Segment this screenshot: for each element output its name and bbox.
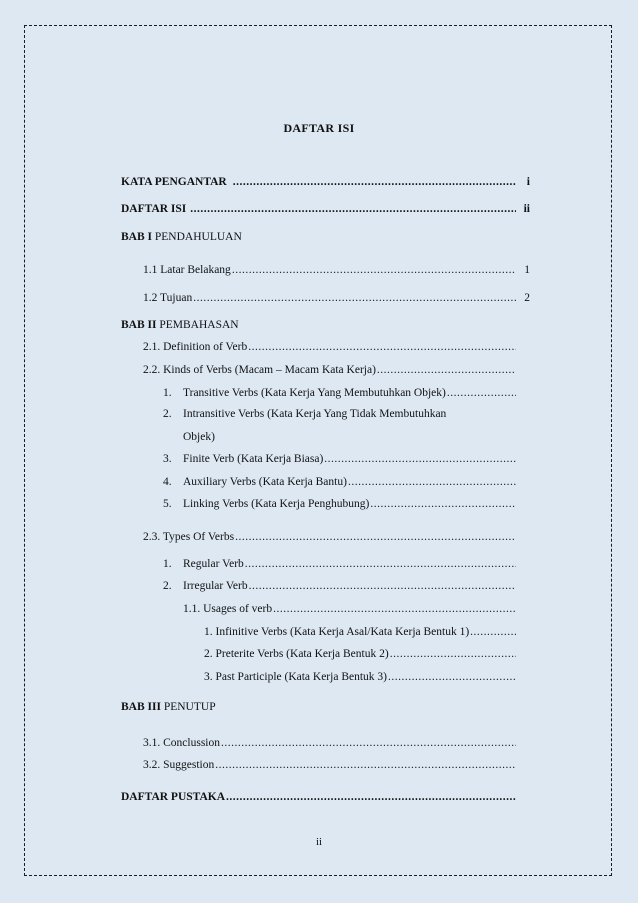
toc-entry-daftar-isi[interactable] (121, 202, 530, 216)
toc-chapter-title: PENDAHULUAN (154, 231, 242, 243)
toc-heading-bab-1[interactable] (121, 231, 242, 243)
toc-entry-linking[interactable] (163, 497, 516, 511)
toc-leader (226, 790, 516, 804)
toc-entry-regular[interactable] (163, 557, 516, 571)
toc-entry-conclussion[interactable] (143, 736, 516, 750)
toc-chapter-number: BAB III (121, 701, 161, 713)
toc-label: 1.2 Tujuan (143, 292, 193, 304)
toc-entry-kata-pengantar[interactable] (121, 175, 530, 189)
toc-leader (273, 602, 516, 616)
toc-label: 1.1 Latar Belakang (143, 264, 231, 276)
toc-entry-tujuan[interactable] (143, 291, 530, 305)
toc-leader (370, 497, 516, 511)
toc-leader (447, 386, 516, 400)
page-number: ii (315, 836, 323, 848)
toc-leader (190, 202, 516, 216)
page-title: DAFTAR ISI (283, 121, 355, 135)
toc-chapter-title: PENUTUP (163, 701, 216, 713)
toc-leader (245, 557, 516, 571)
toc-leader (377, 363, 516, 377)
toc-leader (348, 475, 516, 489)
toc-heading-bab-2[interactable] (121, 319, 239, 331)
toc-leader (215, 758, 516, 772)
toc-leader (233, 175, 516, 189)
toc-entry-irregular[interactable] (163, 579, 516, 593)
toc-label: 1. Transitive Verbs (Kata Kerja Yang Membutuhkan Objek) (163, 387, 446, 399)
toc-entry-transitive[interactable] (163, 386, 516, 400)
toc-leader (249, 579, 516, 593)
toc-page: 1 (524, 264, 530, 276)
toc-label: 4. Auxiliary Verbs (Kata Kerja Bantu) (163, 476, 347, 488)
toc-entry-preterite[interactable] (204, 647, 516, 661)
toc-label: 3.2. Suggestion (143, 759, 215, 771)
toc-entry-auxiliary[interactable] (163, 475, 516, 489)
toc-entry-intransitive-cont (183, 431, 215, 443)
toc-label: DAFTAR PUSTAKA (121, 791, 226, 803)
toc-label: 2.3. Types Of Verbs (143, 531, 235, 543)
toc-label: 2. Preterite Verbs (Kata Kerja Bentuk 2) (204, 648, 389, 660)
toc-leader (388, 670, 516, 684)
toc-entry-intransitive[interactable]: 2. Intransitive Verbs (Kata Kerja Yang Tidak Membutuhkan (163, 408, 447, 420)
toc-chapter-number: BAB II (121, 319, 157, 331)
toc-chapter-number: BAB I (121, 231, 152, 243)
toc-leader (235, 530, 516, 544)
toc-label: 2.2. Kinds of Verbs (Macam – Macam Kata Kerja) (143, 364, 376, 376)
toc-leader (390, 647, 516, 661)
toc-label: 1.1. Usages of verb (183, 603, 273, 615)
toc-label: KATA PENGANTAR (121, 176, 227, 188)
toc-label: 2. Irregular Verb (163, 580, 248, 592)
toc-label: 1. Infinitive Verbs (Kata Kerja Asal/Kata Kerja Bentuk 1) (204, 626, 470, 638)
toc-leader (324, 452, 516, 466)
toc-entry-suggestion[interactable] (143, 758, 516, 772)
toc-page: i (526, 176, 530, 188)
toc-entry-definition[interactable] (143, 340, 516, 354)
toc-label: 1. Regular Verb (163, 558, 244, 570)
toc-label: Objek) (183, 431, 215, 443)
toc-entry-past-participle[interactable] (204, 670, 516, 684)
toc-leader (248, 340, 516, 354)
toc-entry-infinitive[interactable] (204, 625, 516, 639)
toc-label: 3. Past Participle (Kata Kerja Bentuk 3) (204, 671, 387, 683)
toc-entry-daftar-pustaka[interactable] (121, 790, 516, 804)
toc-entry-usages[interactable] (183, 602, 516, 616)
toc-leader (232, 263, 516, 277)
toc-leader (221, 736, 516, 750)
toc-chapter-title: PEMBAHASAN (159, 319, 239, 331)
toc-heading-bab-3[interactable] (121, 701, 216, 713)
toc-entry-finite[interactable] (163, 452, 516, 466)
toc-entry-kinds[interactable] (143, 363, 516, 377)
toc-label: 3. Finite Verb (Kata Kerja Biasa) (163, 453, 324, 465)
toc-leader (470, 625, 516, 639)
toc-label: DAFTAR ISI (121, 203, 187, 215)
toc-page: 2 (524, 292, 530, 304)
toc-entry-latar-belakang[interactable] (143, 263, 530, 277)
toc-label: 5. Linking Verbs (Kata Kerja Penghubung) (163, 498, 370, 510)
toc-entry-types[interactable] (143, 530, 516, 544)
toc-leader (193, 291, 516, 305)
toc-label: Intransitive Verbs (Kata Kerja Yang Tidak Membutuhkan (183, 408, 447, 420)
toc-label: 3.1. Conclussion (143, 737, 220, 749)
toc-label: 2.1. Definition of Verb (143, 341, 248, 353)
toc-page: ii (523, 203, 530, 215)
